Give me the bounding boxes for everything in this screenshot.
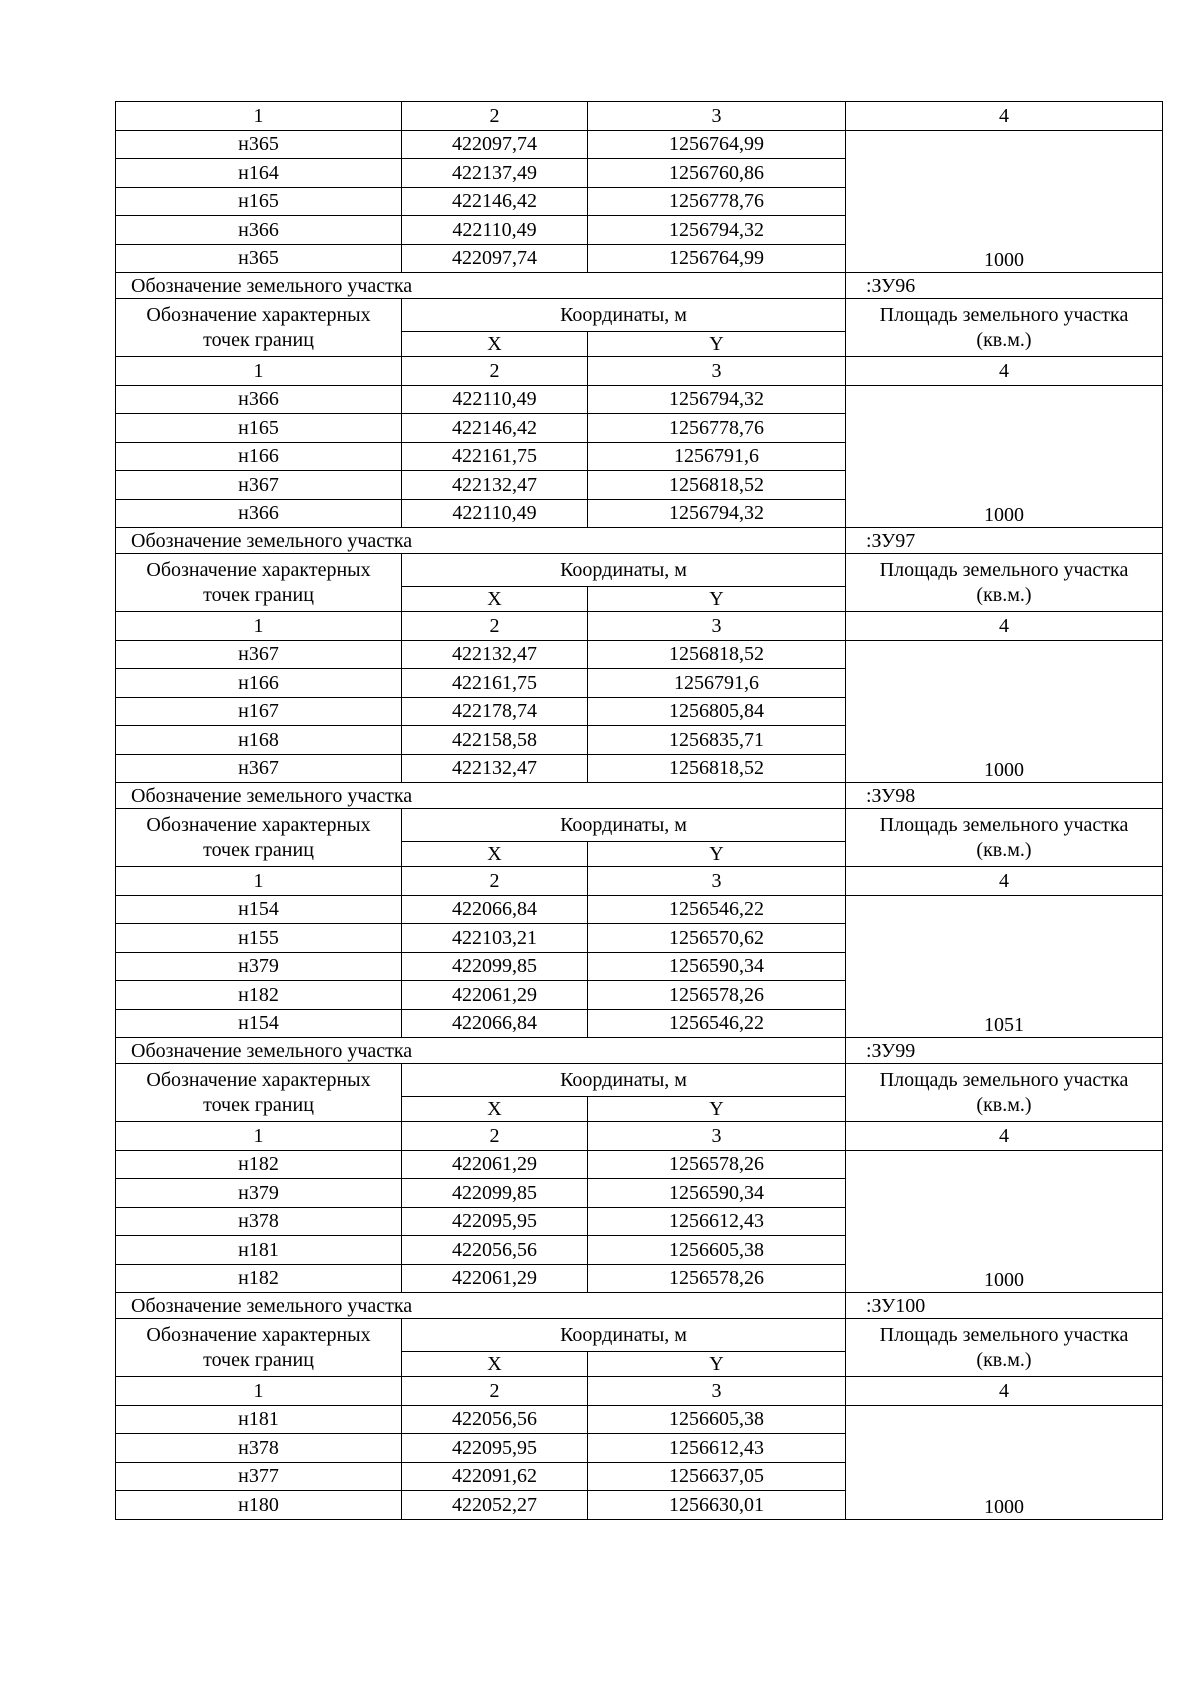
column-numbers-row <box>116 1122 1163 1151</box>
point-name: н155 <box>116 924 402 953</box>
x-coordinate: 422056,56 <box>402 1236 588 1265</box>
column-number-4: 4 <box>846 867 1163 896</box>
y-header: Y <box>588 842 846 867</box>
point-name: н379 <box>116 1179 402 1208</box>
coords-header: Координаты, м <box>402 1319 846 1352</box>
plot-designation-label: Обозначение земельного участка <box>116 273 846 299</box>
x-coordinate: 422137,49 <box>402 159 588 188</box>
plot-area: 1000 <box>846 640 1163 783</box>
point-name: н378 <box>116 1207 402 1236</box>
plot-code: :ЗУ99 <box>846 1038 1163 1064</box>
point-name: н365 <box>116 244 402 273</box>
column-number-4: 4 <box>846 357 1163 386</box>
point-name: н182 <box>116 981 402 1010</box>
x-coordinate: 422158,58 <box>402 726 588 755</box>
point-name: н182 <box>116 1150 402 1179</box>
column-number-4: 4 <box>846 1377 1163 1406</box>
y-coordinate: 1256590,34 <box>588 1179 846 1208</box>
x-coordinate: 422066,84 <box>402 1009 588 1038</box>
point-name: н367 <box>116 640 402 669</box>
y-header: Y <box>588 332 846 357</box>
point-name: н367 <box>116 754 402 783</box>
area-header <box>846 554 1163 612</box>
points-header <box>116 299 402 357</box>
point-name: н165 <box>116 414 402 443</box>
points-header-line1: Обозначение характерных <box>146 1068 371 1091</box>
x-coordinate: 422097,74 <box>402 130 588 159</box>
point-row <box>116 130 1163 159</box>
y-coordinate: 1256791,6 <box>588 442 846 471</box>
y-coordinate: 1256570,62 <box>588 924 846 953</box>
x-header: X <box>402 587 588 612</box>
x-coordinate: 422132,47 <box>402 471 588 500</box>
column-number-1: 1 <box>116 1122 402 1151</box>
column-number-2: 2 <box>402 612 588 641</box>
point-name: н367 <box>116 471 402 500</box>
points-header-line1: Обозначение характерных <box>146 1323 371 1346</box>
area-header <box>846 1064 1163 1122</box>
coordinates-document <box>115 101 1163 1520</box>
column-numbers-row <box>116 612 1163 641</box>
area-header-line2: (кв.м.) <box>976 583 1032 606</box>
y-coordinate: 1256605,38 <box>588 1405 846 1434</box>
column-number-1: 1 <box>116 1377 402 1406</box>
y-coordinate: 1256630,01 <box>588 1491 846 1520</box>
x-header: X <box>402 842 588 867</box>
x-coordinate: 422061,29 <box>402 981 588 1010</box>
y-header: Y <box>588 1097 846 1122</box>
plot-designation-row <box>116 1293 1163 1319</box>
y-coordinate: 1256818,52 <box>588 754 846 783</box>
column-numbers-row <box>116 102 1163 131</box>
table-header-row <box>116 809 1163 842</box>
point-name: н154 <box>116 895 402 924</box>
points-header-line1: Обозначение характерных <box>146 813 371 836</box>
area-header-line2: (кв.м.) <box>976 1348 1032 1371</box>
area-header-line1: Площадь земельного участка <box>879 1323 1129 1346</box>
area-header <box>846 299 1163 357</box>
point-row <box>116 385 1163 414</box>
x-coordinate: 422091,62 <box>402 1462 588 1491</box>
area-header-line1: Площадь земельного участка <box>879 558 1129 581</box>
x-header: X <box>402 1097 588 1122</box>
plot-code: :ЗУ100 <box>846 1293 1163 1319</box>
y-coordinate: 1256612,43 <box>588 1207 846 1236</box>
coordinates-table-body <box>116 102 1163 1520</box>
point-row <box>116 1150 1163 1179</box>
point-row <box>116 1405 1163 1434</box>
x-coordinate: 422132,47 <box>402 640 588 669</box>
y-coordinate: 1256760,86 <box>588 159 846 188</box>
coordinates-table <box>115 101 1163 1520</box>
y-coordinate: 1256791,6 <box>588 669 846 698</box>
plot-area: 1000 <box>846 1405 1163 1519</box>
coords-header: Координаты, м <box>402 554 846 587</box>
y-coordinate: 1256794,32 <box>588 499 846 528</box>
y-coordinate: 1256578,26 <box>588 981 846 1010</box>
x-header: X <box>402 332 588 357</box>
column-number-2: 2 <box>402 102 588 131</box>
column-number-3: 3 <box>588 357 846 386</box>
x-coordinate: 422099,85 <box>402 952 588 981</box>
x-coordinate: 422178,74 <box>402 697 588 726</box>
column-number-4: 4 <box>846 1122 1163 1151</box>
y-coordinate: 1256612,43 <box>588 1434 846 1463</box>
area-header-line1: Площадь земельного участка <box>879 303 1129 326</box>
coords-header: Координаты, м <box>402 299 846 332</box>
x-coordinate: 422110,49 <box>402 499 588 528</box>
point-name: н365 <box>116 130 402 159</box>
point-name: н366 <box>116 216 402 245</box>
points-header-line2: точек границ <box>203 838 314 861</box>
column-number-1: 1 <box>116 867 402 896</box>
table-header-row <box>116 1064 1163 1097</box>
plot-designation-label: Обозначение земельного участка <box>116 783 846 809</box>
y-coordinate: 1256818,52 <box>588 640 846 669</box>
point-name: н366 <box>116 385 402 414</box>
y-coordinate: 1256605,38 <box>588 1236 846 1265</box>
y-header: Y <box>588 587 846 612</box>
points-header-line2: точек границ <box>203 1093 314 1116</box>
points-header-line2: точек границ <box>203 1348 314 1371</box>
column-number-4: 4 <box>846 612 1163 641</box>
plot-area: 1000 <box>846 1150 1163 1293</box>
x-coordinate: 422099,85 <box>402 1179 588 1208</box>
area-header <box>846 809 1163 867</box>
x-coordinate: 422146,42 <box>402 187 588 216</box>
y-coordinate: 1256778,76 <box>588 187 846 216</box>
area-header-line2: (кв.м.) <box>976 1093 1032 1116</box>
column-number-1: 1 <box>116 357 402 386</box>
point-name: н168 <box>116 726 402 755</box>
x-coordinate: 422052,27 <box>402 1491 588 1520</box>
x-coordinate: 422095,95 <box>402 1207 588 1236</box>
column-number-2: 2 <box>402 357 588 386</box>
y-coordinate: 1256794,32 <box>588 385 846 414</box>
point-name: н164 <box>116 159 402 188</box>
plot-code: :ЗУ96 <box>846 273 1163 299</box>
coords-header: Координаты, м <box>402 1064 846 1097</box>
points-header-line1: Обозначение характерных <box>146 303 371 326</box>
area-header-line2: (кв.м.) <box>976 328 1032 351</box>
area-header-line2: (кв.м.) <box>976 838 1032 861</box>
column-number-1: 1 <box>116 102 402 131</box>
point-name: н378 <box>116 1434 402 1463</box>
y-coordinate: 1256546,22 <box>588 895 846 924</box>
plot-designation-row <box>116 273 1163 299</box>
x-coordinate: 422161,75 <box>402 442 588 471</box>
points-header-line1: Обозначение характерных <box>146 558 371 581</box>
y-coordinate: 1256778,76 <box>588 414 846 443</box>
column-number-3: 3 <box>588 612 846 641</box>
point-name: н180 <box>116 1491 402 1520</box>
plot-designation-label: Обозначение земельного участка <box>116 1038 846 1064</box>
y-coordinate: 1256578,26 <box>588 1264 846 1293</box>
coords-header: Координаты, м <box>402 809 846 842</box>
x-coordinate: 422146,42 <box>402 414 588 443</box>
column-number-2: 2 <box>402 1122 588 1151</box>
point-name: н366 <box>116 499 402 528</box>
plot-designation-row <box>116 528 1163 554</box>
x-coordinate: 422056,56 <box>402 1405 588 1434</box>
x-coordinate: 422103,21 <box>402 924 588 953</box>
x-coordinate: 422097,74 <box>402 244 588 273</box>
y-coordinate: 1256590,34 <box>588 952 846 981</box>
plot-designation-label: Обозначение земельного участка <box>116 528 846 554</box>
point-name: н166 <box>116 442 402 471</box>
plot-designation-label: Обозначение земельного участка <box>116 1293 846 1319</box>
point-row <box>116 895 1163 924</box>
x-coordinate: 422161,75 <box>402 669 588 698</box>
table-header-row <box>116 299 1163 332</box>
plot-code: :ЗУ98 <box>846 783 1163 809</box>
y-coordinate: 1256546,22 <box>588 1009 846 1038</box>
point-name: н154 <box>116 1009 402 1038</box>
points-header-line2: точек границ <box>203 583 314 606</box>
x-coordinate: 422066,84 <box>402 895 588 924</box>
area-header-line1: Площадь земельного участка <box>879 813 1129 836</box>
point-name: н165 <box>116 187 402 216</box>
area-header-line1: Площадь земельного участка <box>879 1068 1129 1091</box>
point-name: н167 <box>116 697 402 726</box>
x-coordinate: 422061,29 <box>402 1264 588 1293</box>
point-name: н377 <box>116 1462 402 1491</box>
plot-code: :ЗУ97 <box>846 528 1163 554</box>
column-number-4: 4 <box>846 102 1163 131</box>
column-numbers-row <box>116 867 1163 896</box>
y-coordinate: 1256764,99 <box>588 244 846 273</box>
x-coordinate: 422061,29 <box>402 1150 588 1179</box>
column-number-2: 2 <box>402 1377 588 1406</box>
column-number-3: 3 <box>588 867 846 896</box>
y-coordinate: 1256818,52 <box>588 471 846 500</box>
point-name: н379 <box>116 952 402 981</box>
column-numbers-row <box>116 1377 1163 1406</box>
x-coordinate: 422110,49 <box>402 216 588 245</box>
plot-designation-row <box>116 783 1163 809</box>
plot-area: 1000 <box>846 130 1163 273</box>
y-coordinate: 1256805,84 <box>588 697 846 726</box>
column-number-1: 1 <box>116 612 402 641</box>
plot-area: 1000 <box>846 385 1163 528</box>
column-number-3: 3 <box>588 102 846 131</box>
y-coordinate: 1256764,99 <box>588 130 846 159</box>
table-header-row <box>116 1319 1163 1352</box>
points-header <box>116 809 402 867</box>
x-coordinate: 422095,95 <box>402 1434 588 1463</box>
x-coordinate: 422110,49 <box>402 385 588 414</box>
y-coordinate: 1256637,05 <box>588 1462 846 1491</box>
point-name: н182 <box>116 1264 402 1293</box>
points-header <box>116 554 402 612</box>
points-header <box>116 1064 402 1122</box>
point-name: н181 <box>116 1236 402 1265</box>
area-header <box>846 1319 1163 1377</box>
y-coordinate: 1256835,71 <box>588 726 846 755</box>
column-number-3: 3 <box>588 1122 846 1151</box>
y-header: Y <box>588 1352 846 1377</box>
points-header-line2: точек границ <box>203 328 314 351</box>
point-row <box>116 640 1163 669</box>
plot-designation-row <box>116 1038 1163 1064</box>
table-header-row <box>116 554 1163 587</box>
x-header: X <box>402 1352 588 1377</box>
column-number-2: 2 <box>402 867 588 896</box>
point-name: н181 <box>116 1405 402 1434</box>
column-numbers-row <box>116 357 1163 386</box>
y-coordinate: 1256794,32 <box>588 216 846 245</box>
points-header <box>116 1319 402 1377</box>
column-number-3: 3 <box>588 1377 846 1406</box>
plot-area: 1051 <box>846 895 1163 1038</box>
x-coordinate: 422132,47 <box>402 754 588 783</box>
y-coordinate: 1256578,26 <box>588 1150 846 1179</box>
point-name: н166 <box>116 669 402 698</box>
